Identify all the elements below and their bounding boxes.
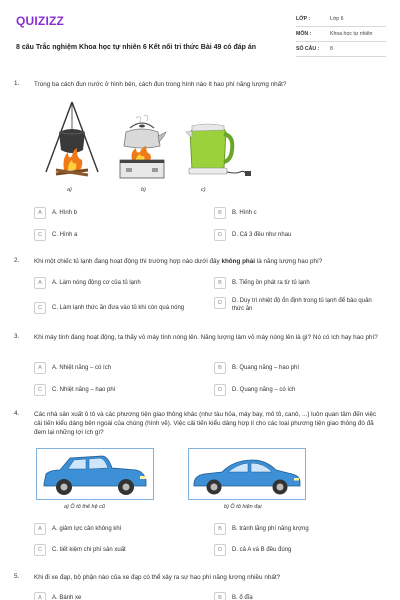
meta-label: LỚP :	[296, 16, 311, 22]
worksheet-header	[16, 12, 386, 62]
question-text-emphasis: không phải	[221, 258, 256, 265]
figure-caption-a: a)	[67, 187, 72, 193]
answer-option-b[interactable]	[214, 361, 386, 375]
option-text: D. Duy trì nhiệt độ ổn định trong tủ lạnh để bảo quản thức ăn	[232, 298, 372, 312]
option-letter: B	[214, 277, 226, 289]
figure-caption-old-car: a) Ô tô thế hệ cũ	[64, 504, 105, 510]
question-2	[14, 257, 388, 327]
option-letter: D	[214, 229, 226, 241]
question-number: 3.	[14, 333, 20, 340]
question-text-part: là năng lượng hao phí?	[255, 258, 323, 265]
kettle-stove-illustration	[114, 114, 170, 182]
question-text: Khi máy tính đang hoạt động, ta thấy vỏ máy tính nóng lên. Năng lượng làm vỏ máy nóng lên là gì? Nó có ích hay hao phí?	[34, 334, 378, 341]
answer-option-d[interactable]	[214, 297, 386, 317]
answer-option-b[interactable]	[214, 206, 386, 220]
meta-label: SỐ CÂU :	[296, 46, 320, 52]
option-letter: C	[34, 229, 46, 241]
option-text: A. Nhiệt năng – có ích	[52, 365, 112, 371]
option-text: B. Hình c	[232, 210, 257, 216]
option-letter: A	[34, 523, 46, 535]
option-letter: C	[34, 544, 46, 556]
option-text: B. Quang năng – hao phí	[232, 365, 300, 371]
question-5	[14, 573, 388, 600]
modern-car-illustration	[188, 448, 306, 500]
answer-option-b[interactable]	[214, 591, 386, 600]
meta-row-count	[296, 42, 386, 57]
answer-option-a[interactable]	[34, 206, 209, 220]
option-text: A. Hình b	[52, 210, 78, 216]
campfire-pot-illustration	[42, 100, 102, 182]
option-letter: B	[214, 207, 226, 219]
figure-caption-c: c)	[201, 187, 206, 193]
option-letter: A	[34, 277, 46, 289]
option-text: B. Tiếng ồn phát ra từ tủ lạnh	[232, 280, 310, 286]
option-text: C. tiết kiệm chi phí sản xuất	[52, 547, 126, 553]
quizizz-logo: QUIZIZZ	[16, 14, 65, 28]
answer-option-a[interactable]	[34, 361, 209, 375]
question-1	[14, 80, 388, 250]
electric-kettle-illustration	[182, 122, 254, 182]
option-letter: D	[214, 544, 226, 556]
option-text: D. cả A và B đều đúng	[232, 547, 292, 553]
question-text	[34, 257, 384, 266]
question-3	[14, 333, 388, 403]
option-text: D. Cả 3 đều như nhau	[232, 232, 292, 238]
option-letter: B	[214, 592, 226, 600]
question-text: Trong ba cách đun nước ở hình bên, cách đun trong hình nào ít hao phí năng lượng nhất?	[34, 81, 287, 88]
answer-option-a[interactable]	[34, 591, 209, 600]
meta-label: MÔN :	[296, 31, 312, 37]
answer-option-c[interactable]	[34, 383, 209, 397]
meta-row-grade	[296, 12, 386, 27]
answer-option-c[interactable]	[34, 228, 209, 242]
meta-value: Lớp 6	[330, 16, 344, 22]
option-letter: B	[214, 362, 226, 374]
answer-option-d[interactable]	[214, 383, 386, 397]
answer-option-b[interactable]	[214, 522, 386, 536]
answer-option-a[interactable]	[34, 276, 209, 290]
old-car-illustration	[36, 448, 154, 500]
answer-option-a[interactable]	[34, 522, 209, 536]
option-text: B. ổ đĩa	[232, 595, 253, 600]
option-text: C. Nhiệt năng – hao phí	[52, 387, 116, 393]
option-text: A. Làm nóng động cơ của tủ lạnh	[52, 280, 141, 286]
meta-value: Khoa học tự nhiên	[330, 31, 373, 37]
option-letter: A	[34, 207, 46, 219]
option-letter: A	[34, 592, 46, 600]
option-letter: A	[34, 362, 46, 374]
figure-caption-modern-car: b) Ô tô hiện đại	[224, 504, 262, 510]
meta-value: 8	[330, 46, 333, 52]
worksheet-meta	[296, 12, 386, 57]
option-letter: C	[34, 384, 46, 396]
option-text: A. Bánh xe	[52, 595, 82, 600]
meta-row-subject	[296, 27, 386, 42]
option-text: C. Hình a	[52, 232, 78, 238]
question-number: 5.	[14, 573, 20, 580]
question-text: Khi đi xe đạp, bộ phận nào của xe đạp có thể xảy ra sự hao phí năng lượng nhiều nhất?	[34, 574, 281, 581]
answer-option-b[interactable]	[214, 276, 386, 290]
question-4	[14, 410, 388, 565]
option-text: C. Làm lạnh thức ăn đưa vào tủ khi còn quá nóng	[52, 305, 185, 311]
answer-option-c[interactable]	[34, 301, 209, 315]
option-letter: D	[214, 384, 226, 396]
question-number: 2.	[14, 257, 20, 264]
question-text-part: Khi một chiếc tủ lạnh đang hoạt động thì trường hợp nào dưới đây	[34, 258, 222, 265]
option-text: B. tránh lãng phí năng lượng	[232, 526, 309, 532]
option-text: D. Quang năng – có ích	[232, 387, 296, 393]
answer-option-d[interactable]	[214, 228, 386, 242]
option-letter: D	[214, 297, 226, 309]
figure-caption-b: b)	[141, 187, 146, 193]
question-text: Các nhà sản xuất ô tô và các phương tiện giao thông khác (như tàu hỏa, máy bay, mô tô, canô, ...) luôn quan tâm đến việc cải tiến kiểu dáng bên ngoài của chúng (hình vẽ). Việc cải tiến kiểu dáng hợp lí cho các loại phương tiện giao thông đó đã đem lại những lợi ích gì?	[34, 411, 377, 436]
answer-option-d[interactable]	[214, 543, 386, 557]
option-text: A. giảm lực cản không khí	[52, 526, 122, 532]
question-number: 1.	[14, 80, 20, 87]
question-number: 4.	[14, 410, 20, 417]
option-letter: B	[214, 523, 226, 535]
option-letter: C	[34, 302, 46, 314]
answer-option-c[interactable]	[34, 543, 209, 557]
worksheet-title: 8 câu Trắc nghiệm Khoa học tự nhiên 6 Kết nối tri thức Bài 49 có đáp án	[16, 44, 257, 51]
